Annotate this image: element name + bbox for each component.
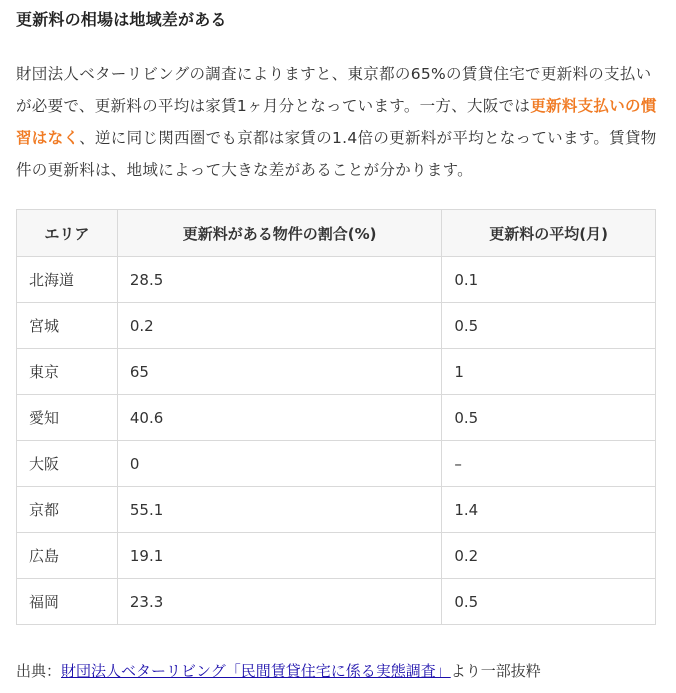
cell-ratio: 55.1 <box>117 487 441 533</box>
cell-area: 宮城 <box>17 303 118 349</box>
paragraph-highlight: 更新料支払いの慣習はなく <box>16 97 657 147</box>
table-row <box>17 303 656 349</box>
cell-average: 1.4 <box>442 487 656 533</box>
table-row <box>17 533 656 579</box>
cell-ratio: 19.1 <box>117 533 441 579</box>
cell-area: 愛知 <box>17 395 118 441</box>
cell-ratio: 0.2 <box>117 303 441 349</box>
paragraph-text-after: 、逆に同じ関西圏でも京都は家賃の1.4倍の更新料が平均となっています。賃貸物件の更新料は、地域によって大きな差があることが分かります。 <box>16 129 657 179</box>
cell-average: 0.2 <box>442 533 656 579</box>
table-row <box>17 349 656 395</box>
source-link[interactable]: 財団法人ベターリビング「民間賃貸住宅に係る実態調査」 <box>61 662 451 680</box>
table-row <box>17 579 656 625</box>
cell-average: 0.1 <box>442 257 656 303</box>
cell-area: 京都 <box>17 487 118 533</box>
section-heading: 更新料の相場は地域差がある <box>16 10 227 29</box>
cell-average: 0.5 <box>442 579 656 625</box>
table-row <box>17 257 656 303</box>
cell-area: 東京 <box>17 349 118 395</box>
cell-average: 0.5 <box>442 303 656 349</box>
source-citation <box>16 659 541 683</box>
cell-ratio: 40.6 <box>117 395 441 441</box>
header-area: エリア <box>17 210 118 257</box>
table-row <box>17 487 656 533</box>
cell-area: 広島 <box>17 533 118 579</box>
source-suffix: より一部抜粋 <box>450 662 541 680</box>
source-prefix: 出典： <box>16 662 62 680</box>
cell-average: – <box>442 441 656 487</box>
table-row <box>17 395 656 441</box>
header-average: 更新料の平均(月) <box>442 210 656 257</box>
cell-area: 福岡 <box>17 579 118 625</box>
cell-ratio: 0 <box>117 441 441 487</box>
header-ratio: 更新料がある物件の割合(%) <box>117 210 441 257</box>
cell-average: 0.5 <box>442 395 656 441</box>
table-header-row <box>17 210 656 257</box>
paragraph-text-before: 財団法人ベターリビングの調査によりますと、東京都の65%の賃貸住宅で更新料の支払いが必要で、更新料の平均は家賃1ヶ月分となっています。一方、大阪では <box>16 65 652 115</box>
cell-ratio: 23.3 <box>117 579 441 625</box>
cell-ratio: 65 <box>117 349 441 395</box>
table-row <box>17 441 656 487</box>
cell-ratio: 28.5 <box>117 257 441 303</box>
cell-area: 北海道 <box>17 257 118 303</box>
body-paragraph <box>16 58 660 186</box>
cell-area: 大阪 <box>17 441 118 487</box>
cell-average: 1 <box>442 349 656 395</box>
renewal-fee-table <box>16 209 656 625</box>
